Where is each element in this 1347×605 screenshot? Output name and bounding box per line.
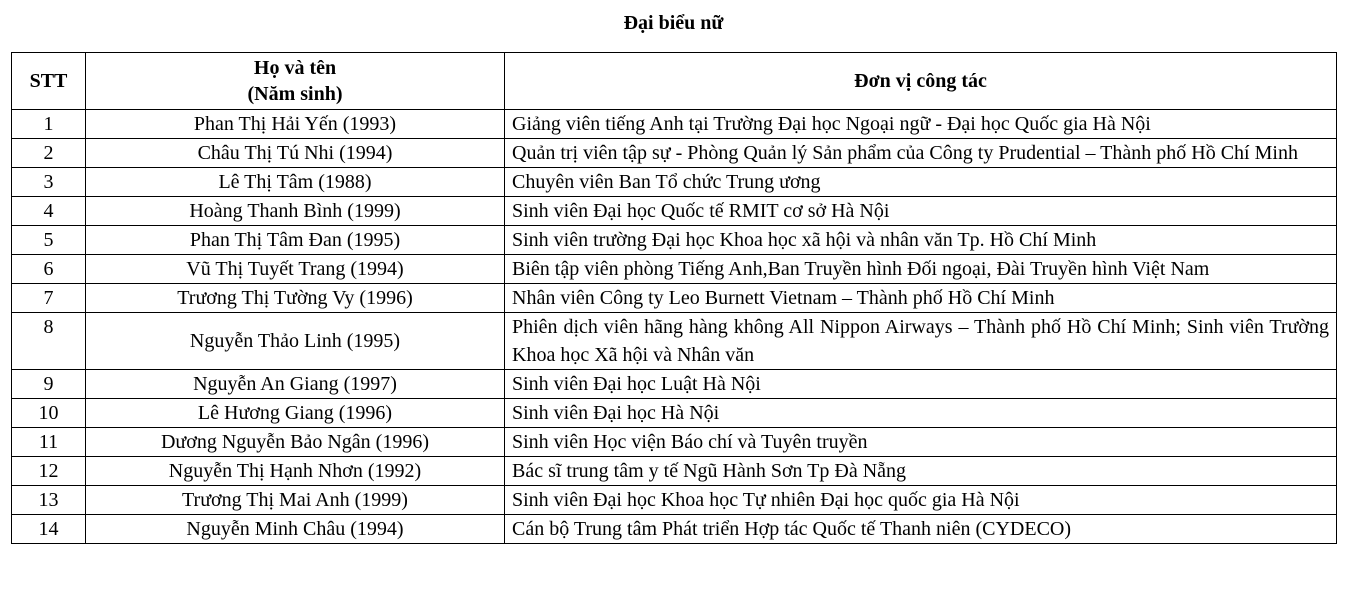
- cell-stt: 9: [12, 370, 86, 399]
- table-row: [12, 197, 1337, 226]
- cell-stt: 7: [12, 284, 86, 313]
- table-row: [12, 284, 1337, 313]
- delegates-table: [11, 52, 1337, 544]
- cell-unit: Phiên dịch viên hãng hàng không All Nippon Airways – Thành phố Hồ Chí Minh; Sinh viên Trường Khoa học Xã hội và Nhân văn: [505, 313, 1337, 370]
- cell-stt: 12: [12, 457, 86, 486]
- cell-unit: Sinh viên Đại học Khoa học Tự nhiên Đại học quốc gia Hà Nội: [505, 486, 1337, 515]
- table-row: [12, 110, 1337, 139]
- cell-name: Lê Hương Giang (1996): [86, 399, 505, 428]
- table-row: [12, 399, 1337, 428]
- cell-stt: 6: [12, 255, 86, 284]
- cell-unit: Sinh viên trường Đại học Khoa học xã hội và nhân văn Tp. Hồ Chí Minh: [505, 226, 1337, 255]
- cell-name: Trương Thị Tường Vy (1996): [86, 284, 505, 313]
- cell-stt: 1: [12, 110, 86, 139]
- table-row: [12, 486, 1337, 515]
- cell-unit: Cán bộ Trung tâm Phát triển Hợp tác Quốc tế Thanh niên (CYDECO): [505, 515, 1337, 544]
- table-row: [12, 255, 1337, 284]
- cell-name: Vũ Thị Tuyết Trang (1994): [86, 255, 505, 284]
- cell-stt: 8: [12, 313, 86, 370]
- cell-unit: Quản trị viên tập sự - Phòng Quản lý Sản phẩm của Công ty Prudential – Thành phố Hồ Chí Minh: [505, 139, 1337, 168]
- cell-unit: Sinh viên Đại học Hà Nội: [505, 399, 1337, 428]
- table-row: [12, 370, 1337, 399]
- cell-unit: Giảng viên tiếng Anh tại Trường Đại học Ngoại ngữ - Đại học Quốc gia Hà Nội: [505, 110, 1337, 139]
- cell-stt: 3: [12, 168, 86, 197]
- header-name-line2: (Năm sinh): [247, 83, 343, 105]
- cell-name: Nguyễn An Giang (1997): [86, 370, 505, 399]
- table-row: [12, 457, 1337, 486]
- cell-unit: Sinh viên Học viện Báo chí và Tuyên truyền: [505, 428, 1337, 457]
- cell-name: Dương Nguyễn Bảo Ngân (1996): [86, 428, 505, 457]
- header-name: [86, 53, 505, 110]
- header-unit: Đơn vị công tác: [505, 53, 1337, 110]
- cell-name: Trương Thị Mai Anh (1999): [86, 486, 505, 515]
- cell-unit: Sinh viên Đại học Quốc tế RMIT cơ sở Hà Nội: [505, 197, 1337, 226]
- cell-name: Phan Thị Hải Yến (1993): [86, 110, 505, 139]
- cell-name: Phan Thị Tâm Đan (1995): [86, 226, 505, 255]
- header-stt: STT: [12, 53, 86, 110]
- table-row: [12, 139, 1337, 168]
- cell-name: Nguyễn Thảo Linh (1995): [86, 313, 505, 370]
- cell-stt: 10: [12, 399, 86, 428]
- cell-unit: Chuyên viên Ban Tổ chức Trung ương: [505, 168, 1337, 197]
- cell-stt: 2: [12, 139, 86, 168]
- table-header-row: [12, 53, 1337, 110]
- table-row: [12, 515, 1337, 544]
- cell-name: Châu Thị Tú Nhi (1994): [86, 139, 505, 168]
- cell-name: Hoàng Thanh Bình (1999): [86, 197, 505, 226]
- cell-unit: Nhân viên Công ty Leo Burnett Vietnam – Thành phố Hồ Chí Minh: [505, 284, 1337, 313]
- cell-stt: 13: [12, 486, 86, 515]
- table-row: [12, 428, 1337, 457]
- document-title: Đại biểu nữ: [623, 12, 724, 34]
- cell-stt: 14: [12, 515, 86, 544]
- cell-unit: Bác sĩ trung tâm y tế Ngũ Hành Sơn Tp Đà Nẵng: [505, 457, 1337, 486]
- table-row: [12, 168, 1337, 197]
- cell-unit: Sinh viên Đại học Luật Hà Nội: [505, 370, 1337, 399]
- cell-stt: 11: [12, 428, 86, 457]
- table-row: [12, 313, 1337, 370]
- cell-stt: 5: [12, 226, 86, 255]
- cell-stt: 4: [12, 197, 86, 226]
- cell-name: Nguyễn Thị Hạnh Nhơn (1992): [86, 457, 505, 486]
- header-name-line1: Họ và tên: [253, 57, 337, 79]
- cell-name: Lê Thị Tâm (1988): [86, 168, 505, 197]
- table-row: [12, 226, 1337, 255]
- cell-name: Nguyễn Minh Châu (1994): [86, 515, 505, 544]
- cell-unit: Biên tập viên phòng Tiếng Anh,Ban Truyền hình Đối ngoại, Đài Truyền hình Việt Nam: [505, 255, 1337, 284]
